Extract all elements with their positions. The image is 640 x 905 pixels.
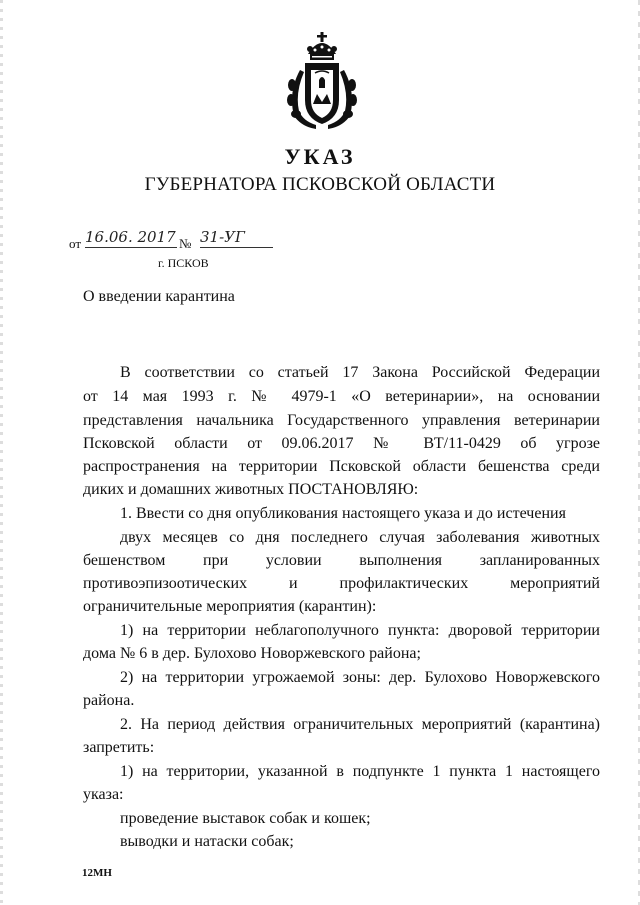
body-line: 2. На период действия ограничительных мероприятий (карантина) (120, 716, 600, 733)
date-prefix: от (69, 236, 82, 251)
body-line: 1) на территории, указанной в подпункте 1 пункта 1 настоящего (120, 763, 600, 780)
body-line: представления начальника Государственного управления ветеринарии (83, 412, 600, 429)
body-line: 1. Ввести со дня опубликования настоящего указа и до истечения (120, 505, 566, 522)
body-line: двух месяцев со дня последнего случая заболевания животных (120, 529, 600, 546)
body-line: запретить: (83, 739, 155, 756)
body-line: Псковской области от 09.06.2017 № ВТ/11-0429 об угрозе (83, 435, 600, 452)
body-line: указа: (83, 786, 124, 803)
body-line: бешенством при условии выполнения запланированных (83, 552, 600, 569)
body-line: выводки и натаски собак; (120, 833, 294, 850)
body-line: диких и домашних животных ПОСТАНОВЛЯЮ: (83, 481, 419, 498)
decree-title: УКАЗ (284, 144, 356, 169)
decree-subtitle: ГУБЕРНАТОРА ПСКОВСКОЙ ОБЛАСТИ (144, 174, 496, 195)
handwritten-number: 31-УГ (200, 228, 273, 248)
document-code: 12МН (82, 867, 112, 879)
city-label: г. ПСКОВ (158, 256, 209, 270)
body-line: распространения на территории Псковской области бешенства среди (83, 458, 600, 475)
coat-of-arms-icon (286, 30, 358, 130)
body-line: 2) на территории угрожаемой зоны: дер. Булохово Новоржевского (120, 669, 600, 686)
body-line: противоэпизоотических и профилактических мероприятий (83, 575, 600, 592)
body-line: района. (83, 692, 135, 709)
scan-left-edge (0, 0, 3, 905)
date-number-line (69, 228, 329, 252)
body-line: от 14 мая 1993 г. № 4979-1 «О ветеринарии», на основании (83, 388, 600, 405)
body-line: В соответствии со статьей 17 Закона Российской Федерации (120, 364, 600, 381)
handwritten-date: 16.06. 2017 (85, 228, 176, 246)
number-prefix: № (179, 236, 192, 251)
decree-subject: О введении карантина (83, 288, 235, 305)
body-line: проведение выставок собак и кошек; (120, 810, 371, 827)
body-line: 1) на территории неблагополучного пункта: дворовой территории (120, 622, 600, 639)
body-line: дома № 6 в дер. Булохово Новоржевского района; (83, 645, 421, 662)
body-line: ограничительные мероприятия (карантин): (83, 598, 377, 615)
